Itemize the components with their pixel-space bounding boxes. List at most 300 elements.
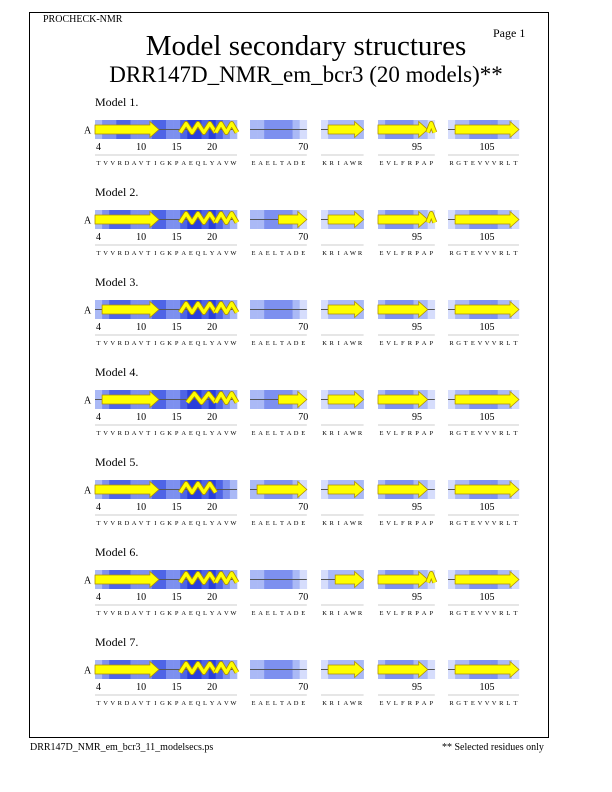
sequence-residue: A	[181, 430, 187, 437]
residue-number-label: 105	[479, 142, 495, 153]
sequence-residue: A	[216, 430, 222, 437]
sequence-residue: V	[477, 340, 483, 347]
sequence-residue: A	[421, 430, 427, 437]
sequence-residue: L	[203, 340, 208, 347]
sequence-residue: V	[223, 610, 229, 617]
sequence-residue: R	[357, 610, 363, 617]
sequence-residue: V	[138, 520, 144, 527]
sequence-residue: V	[386, 520, 392, 527]
sequence-residue: F	[401, 160, 405, 167]
sequence-residue: T	[146, 610, 151, 617]
sequence-residue: T	[463, 430, 468, 437]
sequence-residue: A	[216, 520, 222, 527]
sequence-residue: E	[301, 610, 306, 617]
sequence-residue: L	[393, 610, 398, 617]
sequence-residue: A	[181, 250, 187, 257]
sequence-residue: R	[499, 340, 504, 347]
sequence-residue: L	[393, 430, 398, 437]
sequence-residue: P	[429, 250, 434, 257]
sequence-residue: E	[301, 430, 306, 437]
sequence-residue: E	[251, 340, 256, 347]
sequence-residue: W	[349, 340, 357, 347]
sequence-residue: P	[415, 520, 419, 527]
sequence-residue: L	[203, 160, 208, 167]
sequence-residue: W	[349, 430, 357, 437]
sequence-residue: K	[322, 430, 327, 437]
residue-number-label: 105	[479, 502, 495, 513]
residue-number-label: 95	[412, 682, 423, 693]
sequence-residue: R	[407, 610, 413, 617]
sequence-residue: R	[329, 160, 334, 167]
sequence-residue: V	[491, 430, 497, 437]
sequence-residue: R	[499, 700, 504, 707]
sequence-residue: W	[349, 250, 357, 257]
sequence-residue: I	[337, 520, 340, 527]
residue-number-label: 4	[96, 592, 102, 603]
sequence-residue: R	[449, 340, 454, 347]
model-label: Model 5.	[95, 455, 139, 469]
sequence-residue: V	[138, 340, 144, 347]
sequence-residue: E	[251, 160, 256, 167]
sequence-residue: E	[470, 610, 475, 617]
sequence-residue: A	[131, 340, 137, 347]
sequence-residue: V	[491, 250, 497, 257]
sequence-residue: A	[343, 610, 349, 617]
sequence-residue: R	[357, 250, 363, 257]
sequence-residue: T	[463, 160, 468, 167]
residue-number-label: 105	[479, 412, 495, 423]
sequence-residue: R	[407, 250, 413, 257]
sequence-residue: E	[251, 610, 256, 617]
sequence-residue: R	[357, 160, 363, 167]
sequence-residue: A	[216, 250, 222, 257]
sequence-residue: L	[393, 340, 398, 347]
sequence-residue: W	[230, 430, 237, 437]
sequence-residue: E	[188, 160, 193, 167]
sequence-residue: A	[421, 610, 427, 617]
sequence-residue: K	[167, 160, 172, 167]
sequence-residue: T	[513, 430, 518, 437]
sequence-residue: V	[484, 160, 490, 167]
model-label: Model 7.	[95, 635, 139, 649]
sequence-residue: R	[357, 340, 363, 347]
sequence-residue: R	[449, 430, 454, 437]
sequence-residue: V	[103, 340, 109, 347]
sequence-residue: G	[456, 610, 462, 617]
sequence-residue: A	[343, 340, 349, 347]
sequence-residue: P	[415, 340, 419, 347]
residue-number-label: 70	[298, 502, 309, 513]
footer-filename: DRR147D_NMR_em_bcr3_11_modelsecs.ps	[30, 742, 214, 753]
sequence-residue: V	[484, 430, 490, 437]
residue-number-label: 20	[207, 142, 218, 153]
sequence-residue: R	[117, 250, 123, 257]
sequence-residue: V	[223, 520, 229, 527]
chain-label: A	[84, 485, 92, 497]
model-label: Model 6.	[95, 545, 139, 559]
sequence-residue: V	[223, 430, 229, 437]
sequence-residue: R	[329, 250, 334, 257]
sequence-residue: G	[456, 160, 462, 167]
sequence-residue: L	[393, 160, 398, 167]
sequence-residue: A	[258, 610, 264, 617]
sequence-residue: V	[484, 610, 490, 617]
residue-number-label: 10	[136, 322, 147, 333]
sequence-residue: T	[96, 700, 101, 707]
sequence-residue: T	[146, 700, 151, 707]
sequence-residue: T	[146, 340, 151, 347]
sequence-residue: I	[337, 610, 340, 617]
sequence-residue: G	[456, 250, 462, 257]
sequence-residue: R	[117, 340, 123, 347]
sequence-residue: F	[401, 250, 405, 257]
sequence-residue: E	[251, 700, 256, 707]
sequence-residue: T	[279, 700, 284, 707]
residue-number-label: 70	[298, 592, 309, 603]
sequence-residue: T	[463, 520, 468, 527]
sequence-residue: P	[415, 160, 419, 167]
residue-number-label: 15	[171, 232, 182, 243]
sequence-residue: E	[265, 340, 270, 347]
sequence-residue: W	[230, 610, 237, 617]
sequence-residue: A	[421, 700, 427, 707]
sequence-residue: L	[272, 520, 277, 527]
sequence-residue: K	[167, 700, 172, 707]
residue-number-label: 105	[479, 592, 495, 603]
chain-label: A	[84, 395, 92, 407]
sequence-residue: A	[258, 250, 264, 257]
sequence-residue: R	[329, 430, 334, 437]
sequence-residue: D	[124, 340, 130, 347]
sequence-residue: V	[477, 250, 483, 257]
sequence-residue: Y	[209, 520, 215, 527]
sequence-residue: V	[223, 700, 229, 707]
sequence-residue: R	[329, 700, 334, 707]
sequence-residue: E	[379, 520, 384, 527]
sequence-residue: P	[174, 250, 179, 257]
sequence-residue: T	[463, 700, 468, 707]
sequence-residue: V	[491, 340, 497, 347]
sequence-residue: E	[379, 340, 384, 347]
sequence-residue: V	[103, 700, 109, 707]
sequence-residue: G	[160, 610, 165, 617]
sequence-residue: P	[415, 430, 419, 437]
sequence-residue: T	[279, 520, 284, 527]
sequence-residue: I	[154, 340, 157, 347]
sequence-residue: K	[322, 160, 327, 167]
residue-number-label: 15	[171, 142, 182, 153]
sequence-residue: Y	[209, 430, 215, 437]
sequence-residue: T	[279, 250, 284, 257]
sequence-residue: R	[449, 250, 454, 257]
sequence-residue: I	[154, 430, 157, 437]
sequence-residue: W	[230, 700, 237, 707]
sequence-residue: E	[379, 430, 384, 437]
sequence-residue: R	[407, 340, 413, 347]
chain-label: A	[84, 665, 92, 677]
sequence-residue: W	[349, 160, 357, 167]
sequence-residue: E	[265, 610, 270, 617]
residue-number-label: 10	[136, 412, 147, 423]
sequence-residue: L	[393, 520, 398, 527]
residue-number-label: 95	[412, 142, 423, 153]
sequence-residue: T	[96, 430, 101, 437]
sequence-residue: L	[506, 610, 511, 617]
sequence-residue: V	[110, 610, 116, 617]
sequence-residue: E	[251, 520, 256, 527]
sequence-residue: A	[216, 610, 222, 617]
sequence-residue: G	[456, 520, 462, 527]
sequence-residue: T	[146, 250, 151, 257]
sequence-residue: E	[379, 250, 384, 257]
sequence-residue: K	[322, 520, 327, 527]
sequence-residue: K	[322, 340, 327, 347]
sequence-residue: V	[477, 610, 483, 617]
sequence-residue: P	[174, 520, 179, 527]
sequence-residue: E	[265, 250, 270, 257]
residue-number-label: 70	[298, 682, 309, 693]
residue-number-label: 70	[298, 142, 309, 153]
sequence-residue: E	[188, 340, 193, 347]
sequence-residue: L	[272, 340, 277, 347]
sequence-residue: L	[272, 430, 277, 437]
residue-number-label: 15	[171, 502, 182, 513]
sequence-residue: D	[124, 430, 130, 437]
sequence-residue: D	[293, 430, 299, 437]
sequence-residue: D	[124, 520, 130, 527]
sequence-residue: R	[499, 160, 504, 167]
sequence-residue: T	[463, 250, 468, 257]
sequence-residue: I	[337, 340, 340, 347]
sequence-residue: L	[506, 250, 511, 257]
sequence-residue: D	[293, 520, 299, 527]
sequence-residue: K	[322, 250, 327, 257]
sequence-residue: A	[343, 250, 349, 257]
sequence-residue: A	[421, 250, 427, 257]
sequence-residue: A	[258, 700, 264, 707]
sequence-residue: A	[286, 610, 292, 617]
sequence-residue: Q	[195, 610, 201, 617]
sequence-residue: V	[138, 160, 144, 167]
sequence-residue: L	[272, 160, 277, 167]
residue-number-label: 70	[298, 232, 309, 243]
sequence-residue: P	[415, 610, 419, 617]
sequence-residue: D	[124, 610, 130, 617]
sequence-residue: P	[429, 430, 434, 437]
sequence-residue: D	[293, 340, 299, 347]
residue-number-label: 4	[96, 322, 102, 333]
sequence-residue: E	[379, 700, 384, 707]
sequence-residue: A	[258, 430, 264, 437]
model-label: Model 2.	[95, 185, 139, 199]
sequence-residue: A	[286, 700, 292, 707]
residue-number-label: 105	[479, 232, 495, 243]
residue-number-label: 15	[171, 412, 182, 423]
sequence-residue: A	[131, 250, 137, 257]
residue-number-label: 10	[136, 142, 147, 153]
sequence-residue: V	[138, 430, 144, 437]
sequence-residue: V	[110, 340, 116, 347]
residue-number-label: 4	[96, 412, 102, 423]
sequence-residue: V	[477, 430, 483, 437]
sequence-residue: T	[463, 340, 468, 347]
residue-number-label: 20	[207, 682, 218, 693]
sequence-residue: V	[477, 160, 483, 167]
sequence-residue: E	[470, 340, 475, 347]
sequence-residue: V	[103, 160, 109, 167]
sequence-residue: E	[301, 250, 306, 257]
sequence-residue: T	[96, 520, 101, 527]
sequence-residue: E	[251, 250, 256, 257]
sequence-residue: T	[146, 430, 151, 437]
sequence-residue: P	[174, 340, 179, 347]
sequence-residue: V	[223, 250, 229, 257]
sequence-residue: A	[286, 160, 292, 167]
sequence-residue: V	[110, 430, 116, 437]
sequence-residue: V	[110, 160, 116, 167]
sequence-residue: A	[421, 520, 427, 527]
sequence-residue: Y	[209, 160, 215, 167]
sequence-residue: T	[513, 520, 518, 527]
sequence-residue: E	[301, 340, 306, 347]
sequence-residue: T	[96, 160, 101, 167]
residue-number-label: 95	[412, 502, 423, 513]
sequence-residue: T	[146, 160, 151, 167]
sequence-residue: V	[103, 250, 109, 257]
residue-number-label: 4	[96, 142, 102, 153]
residue-number-label: 70	[298, 412, 309, 423]
sequence-residue: A	[258, 340, 264, 347]
sequence-residue: L	[506, 160, 511, 167]
sequence-residue: D	[124, 160, 130, 167]
sequence-residue: A	[181, 520, 187, 527]
sequence-residue: Q	[195, 520, 201, 527]
sequence-residue: L	[272, 250, 277, 257]
sequence-residue: V	[477, 700, 483, 707]
sequence-residue: V	[386, 700, 392, 707]
sequence-residue: T	[279, 340, 284, 347]
residue-number-label: 15	[171, 592, 182, 603]
sequence-residue: T	[96, 610, 101, 617]
sequence-residue: I	[154, 610, 157, 617]
sequence-residue: R	[407, 430, 413, 437]
sequence-residue: I	[154, 160, 157, 167]
sequence-residue: R	[329, 610, 334, 617]
sequence-residue: E	[188, 700, 193, 707]
sequence-residue: I	[337, 160, 340, 167]
sequence-residue: R	[499, 430, 504, 437]
sequence-residue: F	[401, 340, 405, 347]
sequence-residue: E	[379, 610, 384, 617]
sequence-residue: Y	[209, 700, 215, 707]
sequence-residue: V	[223, 160, 229, 167]
sequence-residue: L	[393, 250, 398, 257]
sequence-residue: I	[154, 700, 157, 707]
sequence-residue: Q	[195, 700, 201, 707]
sequence-residue: A	[216, 160, 222, 167]
sequence-residue: A	[286, 340, 292, 347]
sequence-residue: V	[484, 520, 490, 527]
sequence-residue: G	[456, 340, 462, 347]
sequence-residue: L	[272, 700, 277, 707]
sequence-residue: K	[167, 610, 172, 617]
model-label: Model 3.	[95, 275, 139, 289]
sequence-residue: E	[470, 160, 475, 167]
residue-number-label: 20	[207, 412, 218, 423]
sequence-residue: E	[265, 160, 270, 167]
page-number: Page 1	[493, 26, 526, 40]
residue-number-label: 70	[298, 322, 309, 333]
residue-number-label: 105	[479, 322, 495, 333]
sequence-residue: E	[265, 430, 270, 437]
sequence-residue: R	[117, 430, 123, 437]
residue-number-label: 4	[96, 232, 102, 243]
sequence-residue: V	[491, 520, 497, 527]
sequence-residue: P	[429, 340, 434, 347]
program-name: PROCHECK-NMR	[43, 14, 123, 25]
sequence-residue: R	[117, 160, 123, 167]
sequence-residue: A	[216, 340, 222, 347]
sequence-residue: T	[96, 250, 101, 257]
sequence-residue: R	[357, 430, 363, 437]
sequence-residue: R	[449, 160, 454, 167]
sequence-residue: R	[407, 160, 413, 167]
sequence-residue: V	[103, 430, 109, 437]
sequence-residue: T	[513, 340, 518, 347]
sequence-residue: G	[160, 520, 165, 527]
sequence-residue: P	[174, 700, 179, 707]
sequence-residue: L	[203, 700, 208, 707]
residue-number-label: 10	[136, 232, 147, 243]
sequence-residue: R	[117, 700, 123, 707]
sequence-residue: Y	[209, 610, 215, 617]
sequence-residue: A	[343, 430, 349, 437]
sequence-residue: E	[188, 610, 193, 617]
sequence-residue: A	[131, 160, 137, 167]
sequence-residue: R	[329, 340, 334, 347]
sequence-residue: L	[506, 700, 511, 707]
sequence-residue: P	[429, 520, 434, 527]
sequence-residue: G	[160, 160, 165, 167]
sequence-residue: I	[337, 250, 340, 257]
sequence-residue: A	[181, 340, 187, 347]
sequence-residue: A	[286, 250, 292, 257]
sequence-residue: A	[181, 700, 187, 707]
sequence-residue: P	[429, 610, 434, 617]
sequence-residue: T	[96, 340, 101, 347]
sequence-residue: W	[230, 520, 237, 527]
footer-note: ** Selected residues only	[442, 742, 544, 753]
sequence-residue: F	[401, 430, 405, 437]
sequence-residue: R	[499, 610, 504, 617]
sequence-residue: L	[203, 610, 208, 617]
sequence-residue: E	[301, 160, 306, 167]
sequence-residue: P	[429, 160, 434, 167]
sequence-residue: E	[379, 160, 384, 167]
sequence-residue: K	[167, 340, 172, 347]
sequence-residue: P	[174, 430, 179, 437]
sequence-residue: K	[322, 610, 327, 617]
sequence-residue: Y	[209, 340, 215, 347]
model-label: Model 1.	[95, 95, 139, 109]
residue-number-label: 10	[136, 682, 147, 693]
residue-number-label: 20	[207, 322, 218, 333]
sequence-residue: K	[167, 430, 172, 437]
sequence-residue: A	[286, 430, 292, 437]
sequence-residue: T	[279, 430, 284, 437]
sequence-residue: V	[484, 700, 490, 707]
sequence-residue: A	[258, 160, 264, 167]
